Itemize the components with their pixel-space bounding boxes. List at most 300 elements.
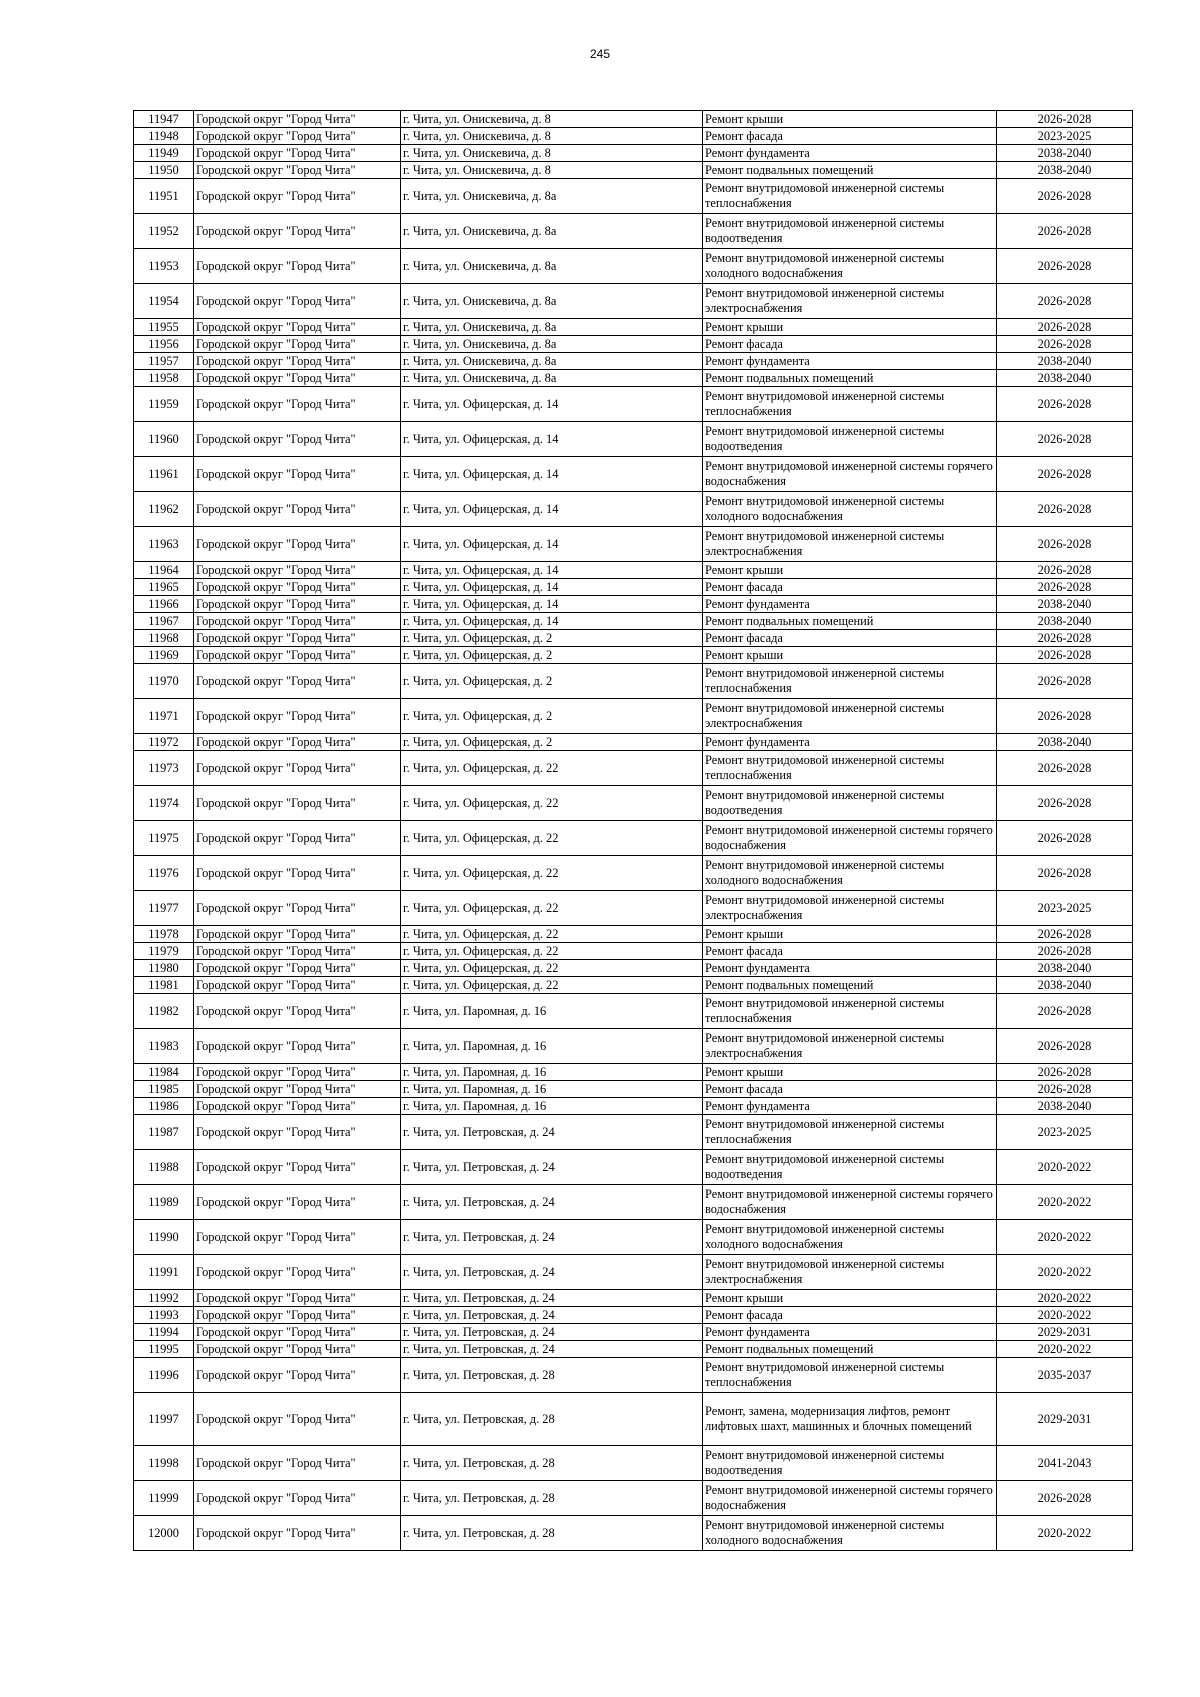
address-cell: г. Чита, ул. Петровская, д. 28 <box>401 1516 703 1551</box>
work-type-cell: Ремонт фасада <box>703 128 997 145</box>
work-type-cell: Ремонт внутридомовой инженерной системы теплоснабжения <box>703 751 997 786</box>
work-type-cell: Ремонт крыши <box>703 926 997 943</box>
table-row <box>134 1516 1133 1551</box>
work-type-cell: Ремонт внутридомовой инженерной системы электроснабжения <box>703 699 997 734</box>
municipality-cell: Городской округ "Город Чита" <box>194 527 401 562</box>
address-cell: г. Чита, ул. Петровская, д. 24 <box>401 1341 703 1358</box>
table-row <box>134 214 1133 249</box>
work-type-cell: Ремонт внутридомовой инженерной системы горячего водоснабжения <box>703 1185 997 1220</box>
period-cell: 2020-2022 <box>997 1255 1133 1290</box>
period-cell: 2038-2040 <box>997 960 1133 977</box>
table-row <box>134 336 1133 353</box>
work-type-cell: Ремонт фундамента <box>703 960 997 977</box>
municipality-cell: Городской округ "Город Чита" <box>194 1393 401 1446</box>
row-number: 11997 <box>134 1393 194 1446</box>
work-type-cell: Ремонт внутридомовой инженерной системы горячего водоснабжения <box>703 1481 997 1516</box>
row-number: 11999 <box>134 1481 194 1516</box>
work-type-cell: Ремонт внутридомовой инженерной системы водоотведения <box>703 1446 997 1481</box>
table-row <box>134 1290 1133 1307</box>
work-type-cell: Ремонт внутридомовой инженерной системы электроснабжения <box>703 1255 997 1290</box>
address-cell: г. Чита, ул. Офицерская, д. 2 <box>401 664 703 699</box>
row-number: 11988 <box>134 1150 194 1185</box>
work-type-cell: Ремонт фундамента <box>703 596 997 613</box>
period-cell: 2026-2028 <box>997 751 1133 786</box>
period-cell: 2026-2028 <box>997 647 1133 664</box>
work-type-cell: Ремонт фасада <box>703 579 997 596</box>
row-number: 11952 <box>134 214 194 249</box>
row-number: 11985 <box>134 1081 194 1098</box>
work-type-cell: Ремонт крыши <box>703 647 997 664</box>
row-number: 11975 <box>134 821 194 856</box>
municipality-cell: Городской округ "Город Чита" <box>194 960 401 977</box>
row-number: 11968 <box>134 630 194 647</box>
work-type-cell: Ремонт фундамента <box>703 1324 997 1341</box>
row-number: 11972 <box>134 734 194 751</box>
municipality-cell: Городской округ "Город Чита" <box>194 1341 401 1358</box>
table-row <box>134 527 1133 562</box>
table-row <box>134 1341 1133 1358</box>
address-cell: г. Чита, ул. Онискевича, д. 8 <box>401 145 703 162</box>
table-row <box>134 1481 1133 1516</box>
address-cell: г. Чита, ул. Паромная, д. 16 <box>401 1029 703 1064</box>
address-cell: г. Чита, ул. Офицерская, д. 14 <box>401 492 703 527</box>
row-number: 11969 <box>134 647 194 664</box>
period-cell: 2026-2028 <box>997 1081 1133 1098</box>
address-cell: г. Чита, ул. Офицерская, д. 2 <box>401 647 703 664</box>
municipality-cell: Городской округ "Город Чита" <box>194 1150 401 1185</box>
table-row <box>134 457 1133 492</box>
row-number: 11978 <box>134 926 194 943</box>
address-cell: г. Чита, ул. Петровская, д. 24 <box>401 1115 703 1150</box>
period-cell: 2023-2025 <box>997 128 1133 145</box>
address-cell: г. Чита, ул. Онискевича, д. 8а <box>401 179 703 214</box>
municipality-cell: Городской округ "Город Чита" <box>194 370 401 387</box>
row-number: 11994 <box>134 1324 194 1341</box>
table-row <box>134 994 1133 1029</box>
address-cell: г. Чита, ул. Паромная, д. 16 <box>401 1081 703 1098</box>
period-cell: 2038-2040 <box>997 734 1133 751</box>
row-number: 11982 <box>134 994 194 1029</box>
table-row <box>134 613 1133 630</box>
work-type-cell: Ремонт фасада <box>703 943 997 960</box>
work-type-cell: Ремонт внутридомовой инженерной системы холодного водоснабжения <box>703 1516 997 1551</box>
table-row <box>134 1064 1133 1081</box>
address-cell: г. Чита, ул. Офицерская, д. 22 <box>401 926 703 943</box>
address-cell: г. Чита, ул. Офицерская, д. 22 <box>401 786 703 821</box>
work-type-cell: Ремонт внутридомовой инженерной системы теплоснабжения <box>703 1358 997 1393</box>
work-type-cell: Ремонт подвальных помещений <box>703 370 997 387</box>
period-cell: 2026-2028 <box>997 422 1133 457</box>
period-cell: 2020-2022 <box>997 1290 1133 1307</box>
municipality-cell: Городской округ "Город Чита" <box>194 1029 401 1064</box>
address-cell: г. Чита, ул. Офицерская, д. 22 <box>401 943 703 960</box>
table-row <box>134 249 1133 284</box>
municipality-cell: Городской округ "Город Чита" <box>194 1358 401 1393</box>
row-number: 11964 <box>134 562 194 579</box>
period-cell: 2023-2025 <box>997 891 1133 926</box>
address-cell: г. Чита, ул. Офицерская, д. 22 <box>401 821 703 856</box>
period-cell: 2038-2040 <box>997 977 1133 994</box>
work-type-cell: Ремонт фасада <box>703 1307 997 1324</box>
row-number: 11979 <box>134 943 194 960</box>
municipality-cell: Городской округ "Город Чита" <box>194 457 401 492</box>
period-cell: 2041-2043 <box>997 1446 1133 1481</box>
table-row <box>134 647 1133 664</box>
period-cell: 2026-2028 <box>997 111 1133 128</box>
period-cell: 2026-2028 <box>997 786 1133 821</box>
row-number: 11953 <box>134 249 194 284</box>
work-type-cell: Ремонт фасада <box>703 1081 997 1098</box>
period-cell: 2026-2028 <box>997 527 1133 562</box>
row-number: 11951 <box>134 179 194 214</box>
period-cell: 2026-2028 <box>997 214 1133 249</box>
municipality-cell: Городской округ "Город Чита" <box>194 751 401 786</box>
row-number: 11954 <box>134 284 194 319</box>
municipality-cell: Городской округ "Город Чита" <box>194 1064 401 1081</box>
work-type-cell: Ремонт внутридомовой инженерной системы электроснабжения <box>703 1029 997 1064</box>
municipality-cell: Городской округ "Город Чита" <box>194 336 401 353</box>
work-type-cell: Ремонт фундамента <box>703 734 997 751</box>
table-row <box>134 751 1133 786</box>
work-type-cell: Ремонт внутридомовой инженерной системы водоотведения <box>703 214 997 249</box>
table-row <box>134 145 1133 162</box>
work-type-cell: Ремонт внутридомовой инженерной системы водоотведения <box>703 786 997 821</box>
municipality-cell: Городской округ "Город Чита" <box>194 128 401 145</box>
row-number: 11947 <box>134 111 194 128</box>
row-number: 11958 <box>134 370 194 387</box>
period-cell: 2020-2022 <box>997 1341 1133 1358</box>
period-cell: 2026-2028 <box>997 943 1133 960</box>
municipality-cell: Городской округ "Город Чита" <box>194 1081 401 1098</box>
table-row <box>134 1150 1133 1185</box>
table-row <box>134 960 1133 977</box>
address-cell: г. Чита, ул. Петровская, д. 24 <box>401 1150 703 1185</box>
municipality-cell: Городской округ "Город Чита" <box>194 249 401 284</box>
address-cell: г. Чита, ул. Онискевича, д. 8а <box>401 370 703 387</box>
municipality-cell: Городской округ "Город Чита" <box>194 856 401 891</box>
period-cell: 2026-2028 <box>997 179 1133 214</box>
municipality-cell: Городской округ "Город Чита" <box>194 422 401 457</box>
address-cell: г. Чита, ул. Офицерская, д. 14 <box>401 596 703 613</box>
row-number: 11989 <box>134 1185 194 1220</box>
row-number: 11971 <box>134 699 194 734</box>
address-cell: г. Чита, ул. Офицерская, д. 22 <box>401 891 703 926</box>
table-row <box>134 1098 1133 1115</box>
period-cell: 2026-2028 <box>997 579 1133 596</box>
work-type-cell: Ремонт подвальных помещений <box>703 1341 997 1358</box>
table-row <box>134 111 1133 128</box>
work-type-cell: Ремонт фундамента <box>703 1098 997 1115</box>
row-number: 11990 <box>134 1220 194 1255</box>
table-row <box>134 1446 1133 1481</box>
work-type-cell: Ремонт внутридомовой инженерной системы теплоснабжения <box>703 1115 997 1150</box>
row-number: 11959 <box>134 387 194 422</box>
table-row <box>134 1393 1133 1446</box>
address-cell: г. Чита, ул. Паромная, д. 16 <box>401 994 703 1029</box>
table-row <box>134 353 1133 370</box>
municipality-cell: Городской округ "Город Чита" <box>194 943 401 960</box>
address-cell: г. Чита, ул. Офицерская, д. 14 <box>401 422 703 457</box>
address-cell: г. Чита, ул. Онискевича, д. 8а <box>401 336 703 353</box>
table-row <box>134 370 1133 387</box>
municipality-cell: Городской округ "Город Чита" <box>194 596 401 613</box>
period-cell: 2020-2022 <box>997 1307 1133 1324</box>
work-type-cell: Ремонт фундамента <box>703 353 997 370</box>
address-cell: г. Чита, ул. Онискевича, д. 8а <box>401 353 703 370</box>
work-type-cell: Ремонт подвальных помещений <box>703 613 997 630</box>
municipality-cell: Городской округ "Город Чита" <box>194 1220 401 1255</box>
address-cell: г. Чита, ул. Офицерская, д. 14 <box>401 527 703 562</box>
municipality-cell: Городской округ "Город Чита" <box>194 891 401 926</box>
work-type-cell: Ремонт крыши <box>703 562 997 579</box>
period-cell: 2023-2025 <box>997 1115 1133 1150</box>
work-type-cell: Ремонт внутридомовой инженерной системы холодного водоснабжения <box>703 1220 997 1255</box>
address-cell: г. Чита, ул. Офицерская, д. 2 <box>401 734 703 751</box>
repair-schedule-table <box>133 110 1133 1551</box>
address-cell: г. Чита, ул. Офицерская, д. 14 <box>401 579 703 596</box>
municipality-cell: Городской округ "Город Чита" <box>194 926 401 943</box>
work-type-cell: Ремонт внутридомовой инженерной системы горячего водоснабжения <box>703 457 997 492</box>
row-number: 11963 <box>134 527 194 562</box>
municipality-cell: Городской округ "Город Чита" <box>194 977 401 994</box>
municipality-cell: Городской округ "Город Чита" <box>194 1185 401 1220</box>
municipality-cell: Городской округ "Город Чита" <box>194 319 401 336</box>
row-number: 11967 <box>134 613 194 630</box>
period-cell: 2026-2028 <box>997 492 1133 527</box>
municipality-cell: Городской округ "Город Чита" <box>194 1098 401 1115</box>
municipality-cell: Городской округ "Город Чита" <box>194 214 401 249</box>
period-cell: 2026-2028 <box>997 457 1133 492</box>
table-row <box>134 821 1133 856</box>
row-number: 11973 <box>134 751 194 786</box>
row-number: 11957 <box>134 353 194 370</box>
address-cell: г. Чита, ул. Онискевича, д. 8а <box>401 214 703 249</box>
period-cell: 2026-2028 <box>997 821 1133 856</box>
table-row <box>134 699 1133 734</box>
municipality-cell: Городской округ "Город Чита" <box>194 786 401 821</box>
address-cell: г. Чита, ул. Паромная, д. 16 <box>401 1098 703 1115</box>
address-cell: г. Чита, ул. Петровская, д. 24 <box>401 1307 703 1324</box>
period-cell: 2026-2028 <box>997 1064 1133 1081</box>
address-cell: г. Чита, ул. Онискевича, д. 8 <box>401 111 703 128</box>
row-number: 11977 <box>134 891 194 926</box>
row-number: 11995 <box>134 1341 194 1358</box>
row-number: 11993 <box>134 1307 194 1324</box>
table-row <box>134 387 1133 422</box>
address-cell: г. Чита, ул. Петровская, д. 24 <box>401 1220 703 1255</box>
municipality-cell: Городской округ "Город Чита" <box>194 1255 401 1290</box>
table-row <box>134 1115 1133 1150</box>
work-type-cell: Ремонт крыши <box>703 111 997 128</box>
work-type-cell: Ремонт внутридомовой инженерной системы теплоснабжения <box>703 387 997 422</box>
table-row <box>134 1324 1133 1341</box>
table-row <box>134 891 1133 926</box>
address-cell: г. Чита, ул. Петровская, д. 24 <box>401 1324 703 1341</box>
address-cell: г. Чита, ул. Петровская, д. 28 <box>401 1358 703 1393</box>
address-cell: г. Чита, ул. Петровская, д. 28 <box>401 1393 703 1446</box>
municipality-cell: Городской округ "Город Чита" <box>194 492 401 527</box>
row-number: 11974 <box>134 786 194 821</box>
period-cell: 2026-2028 <box>997 994 1133 1029</box>
address-cell: г. Чита, ул. Петровская, д. 24 <box>401 1290 703 1307</box>
address-cell: г. Чита, ул. Петровская, д. 24 <box>401 1185 703 1220</box>
row-number: 11955 <box>134 319 194 336</box>
period-cell: 2029-2031 <box>997 1393 1133 1446</box>
period-cell: 2020-2022 <box>997 1220 1133 1255</box>
table-row <box>134 179 1133 214</box>
row-number: 11970 <box>134 664 194 699</box>
period-cell: 2026-2028 <box>997 319 1133 336</box>
work-type-cell: Ремонт внутридомовой инженерной системы электроснабжения <box>703 527 997 562</box>
table-row <box>134 926 1133 943</box>
municipality-cell: Городской округ "Город Чита" <box>194 699 401 734</box>
row-number: 11976 <box>134 856 194 891</box>
work-type-cell: Ремонт внутридомовой инженерной системы теплоснабжения <box>703 994 997 1029</box>
row-number: 11987 <box>134 1115 194 1150</box>
period-cell: 2020-2022 <box>997 1185 1133 1220</box>
municipality-cell: Городской округ "Город Чита" <box>194 1324 401 1341</box>
period-cell: 2020-2022 <box>997 1150 1133 1185</box>
table-row <box>134 664 1133 699</box>
period-cell: 2038-2040 <box>997 613 1133 630</box>
municipality-cell: Городской округ "Город Чита" <box>194 734 401 751</box>
period-cell: 2038-2040 <box>997 1098 1133 1115</box>
address-cell: г. Чита, ул. Онискевича, д. 8 <box>401 128 703 145</box>
period-cell: 2038-2040 <box>997 370 1133 387</box>
table-row <box>134 734 1133 751</box>
municipality-cell: Городской округ "Город Чита" <box>194 1290 401 1307</box>
municipality-cell: Городской округ "Город Чита" <box>194 111 401 128</box>
table-row <box>134 1081 1133 1098</box>
table-row <box>134 492 1133 527</box>
municipality-cell: Городской округ "Город Чита" <box>194 1446 401 1481</box>
address-cell: г. Чита, ул. Офицерская, д. 2 <box>401 699 703 734</box>
table-row <box>134 1029 1133 1064</box>
row-number: 11965 <box>134 579 194 596</box>
municipality-cell: Городской округ "Город Чита" <box>194 284 401 319</box>
row-number: 11984 <box>134 1064 194 1081</box>
row-number: 11991 <box>134 1255 194 1290</box>
row-number: 11966 <box>134 596 194 613</box>
address-cell: г. Чита, ул. Офицерская, д. 22 <box>401 977 703 994</box>
page-number: 245 <box>589 47 611 61</box>
period-cell: 2029-2031 <box>997 1324 1133 1341</box>
table-row <box>134 162 1133 179</box>
table-row <box>134 319 1133 336</box>
work-type-cell: Ремонт внутридомовой инженерной системы холодного водоснабжения <box>703 492 997 527</box>
table-row <box>134 422 1133 457</box>
row-number: 11992 <box>134 1290 194 1307</box>
municipality-cell: Городской округ "Город Чита" <box>194 562 401 579</box>
row-number: 11983 <box>134 1029 194 1064</box>
period-cell: 2026-2028 <box>997 249 1133 284</box>
address-cell: г. Чита, ул. Онискевича, д. 8 <box>401 162 703 179</box>
work-type-cell: Ремонт внутридомовой инженерной системы электроснабжения <box>703 891 997 926</box>
period-cell: 2038-2040 <box>997 162 1133 179</box>
work-type-cell: Ремонт внутридомовой инженерной системы водоотведения <box>703 1150 997 1185</box>
table-row <box>134 579 1133 596</box>
address-cell: г. Чита, ул. Петровская, д. 24 <box>401 1255 703 1290</box>
row-number: 11998 <box>134 1446 194 1481</box>
table-row <box>134 1220 1133 1255</box>
table-row <box>134 596 1133 613</box>
municipality-cell: Городской округ "Город Чита" <box>194 664 401 699</box>
table-row <box>134 856 1133 891</box>
table-row <box>134 128 1133 145</box>
work-type-cell: Ремонт подвальных помещений <box>703 977 997 994</box>
row-number: 11948 <box>134 128 194 145</box>
address-cell: г. Чита, ул. Онискевича, д. 8а <box>401 319 703 336</box>
period-cell: 2038-2040 <box>997 596 1133 613</box>
municipality-cell: Городской округ "Город Чита" <box>194 994 401 1029</box>
municipality-cell: Городской округ "Город Чита" <box>194 821 401 856</box>
period-cell: 2035-2037 <box>997 1358 1133 1393</box>
work-type-cell: Ремонт внутридомовой инженерной системы теплоснабжения <box>703 179 997 214</box>
address-cell: г. Чита, ул. Онискевича, д. 8а <box>401 284 703 319</box>
work-type-cell: Ремонт крыши <box>703 319 997 336</box>
municipality-cell: Городской округ "Город Чита" <box>194 387 401 422</box>
address-cell: г. Чита, ул. Паромная, д. 16 <box>401 1064 703 1081</box>
period-cell: 2026-2028 <box>997 856 1133 891</box>
municipality-cell: Городской округ "Город Чита" <box>194 613 401 630</box>
municipality-cell: Городской округ "Город Чита" <box>194 1481 401 1516</box>
period-cell: 2038-2040 <box>997 145 1133 162</box>
table-row <box>134 977 1133 994</box>
address-cell: г. Чита, ул. Петровская, д. 28 <box>401 1481 703 1516</box>
period-cell: 2038-2040 <box>997 353 1133 370</box>
municipality-cell: Городской округ "Город Чита" <box>194 353 401 370</box>
address-cell: г. Чита, ул. Офицерская, д. 14 <box>401 387 703 422</box>
table-row <box>134 284 1133 319</box>
work-type-cell: Ремонт внутридомовой инженерной системы холодного водоснабжения <box>703 249 997 284</box>
work-type-cell: Ремонт фасада <box>703 336 997 353</box>
municipality-cell: Городской округ "Город Чита" <box>194 630 401 647</box>
period-cell: 2020-2022 <box>997 1516 1133 1551</box>
row-number: 12000 <box>134 1516 194 1551</box>
address-cell: г. Чита, ул. Офицерская, д. 22 <box>401 960 703 977</box>
municipality-cell: Городской округ "Город Чита" <box>194 1307 401 1324</box>
period-cell: 2026-2028 <box>997 336 1133 353</box>
table-row <box>134 1255 1133 1290</box>
period-cell: 2026-2028 <box>997 1029 1133 1064</box>
period-cell: 2026-2028 <box>997 1481 1133 1516</box>
address-cell: г. Чита, ул. Офицерская, д. 14 <box>401 457 703 492</box>
row-number: 11961 <box>134 457 194 492</box>
work-type-cell: Ремонт внутридомовой инженерной системы водоотведения <box>703 422 997 457</box>
period-cell: 2026-2028 <box>997 699 1133 734</box>
work-type-cell: Ремонт фундамента <box>703 145 997 162</box>
row-number: 11949 <box>134 145 194 162</box>
period-cell: 2026-2028 <box>997 284 1133 319</box>
table-row <box>134 562 1133 579</box>
table-row <box>134 1185 1133 1220</box>
municipality-cell: Городской округ "Город Чита" <box>194 579 401 596</box>
work-type-cell: Ремонт внутридомовой инженерной системы электроснабжения <box>703 284 997 319</box>
work-type-cell: Ремонт крыши <box>703 1290 997 1307</box>
address-cell: г. Чита, ул. Онискевича, д. 8а <box>401 249 703 284</box>
table-row <box>134 943 1133 960</box>
address-cell: г. Чита, ул. Офицерская, д. 22 <box>401 856 703 891</box>
table-body <box>134 111 1133 1551</box>
work-type-cell: Ремонт фасада <box>703 630 997 647</box>
municipality-cell: Городской округ "Город Чита" <box>194 1115 401 1150</box>
address-cell: г. Чита, ул. Офицерская, д. 14 <box>401 562 703 579</box>
row-number: 11960 <box>134 422 194 457</box>
row-number: 11980 <box>134 960 194 977</box>
row-number: 11996 <box>134 1358 194 1393</box>
period-cell: 2026-2028 <box>997 664 1133 699</box>
municipality-cell: Городской округ "Город Чита" <box>194 162 401 179</box>
